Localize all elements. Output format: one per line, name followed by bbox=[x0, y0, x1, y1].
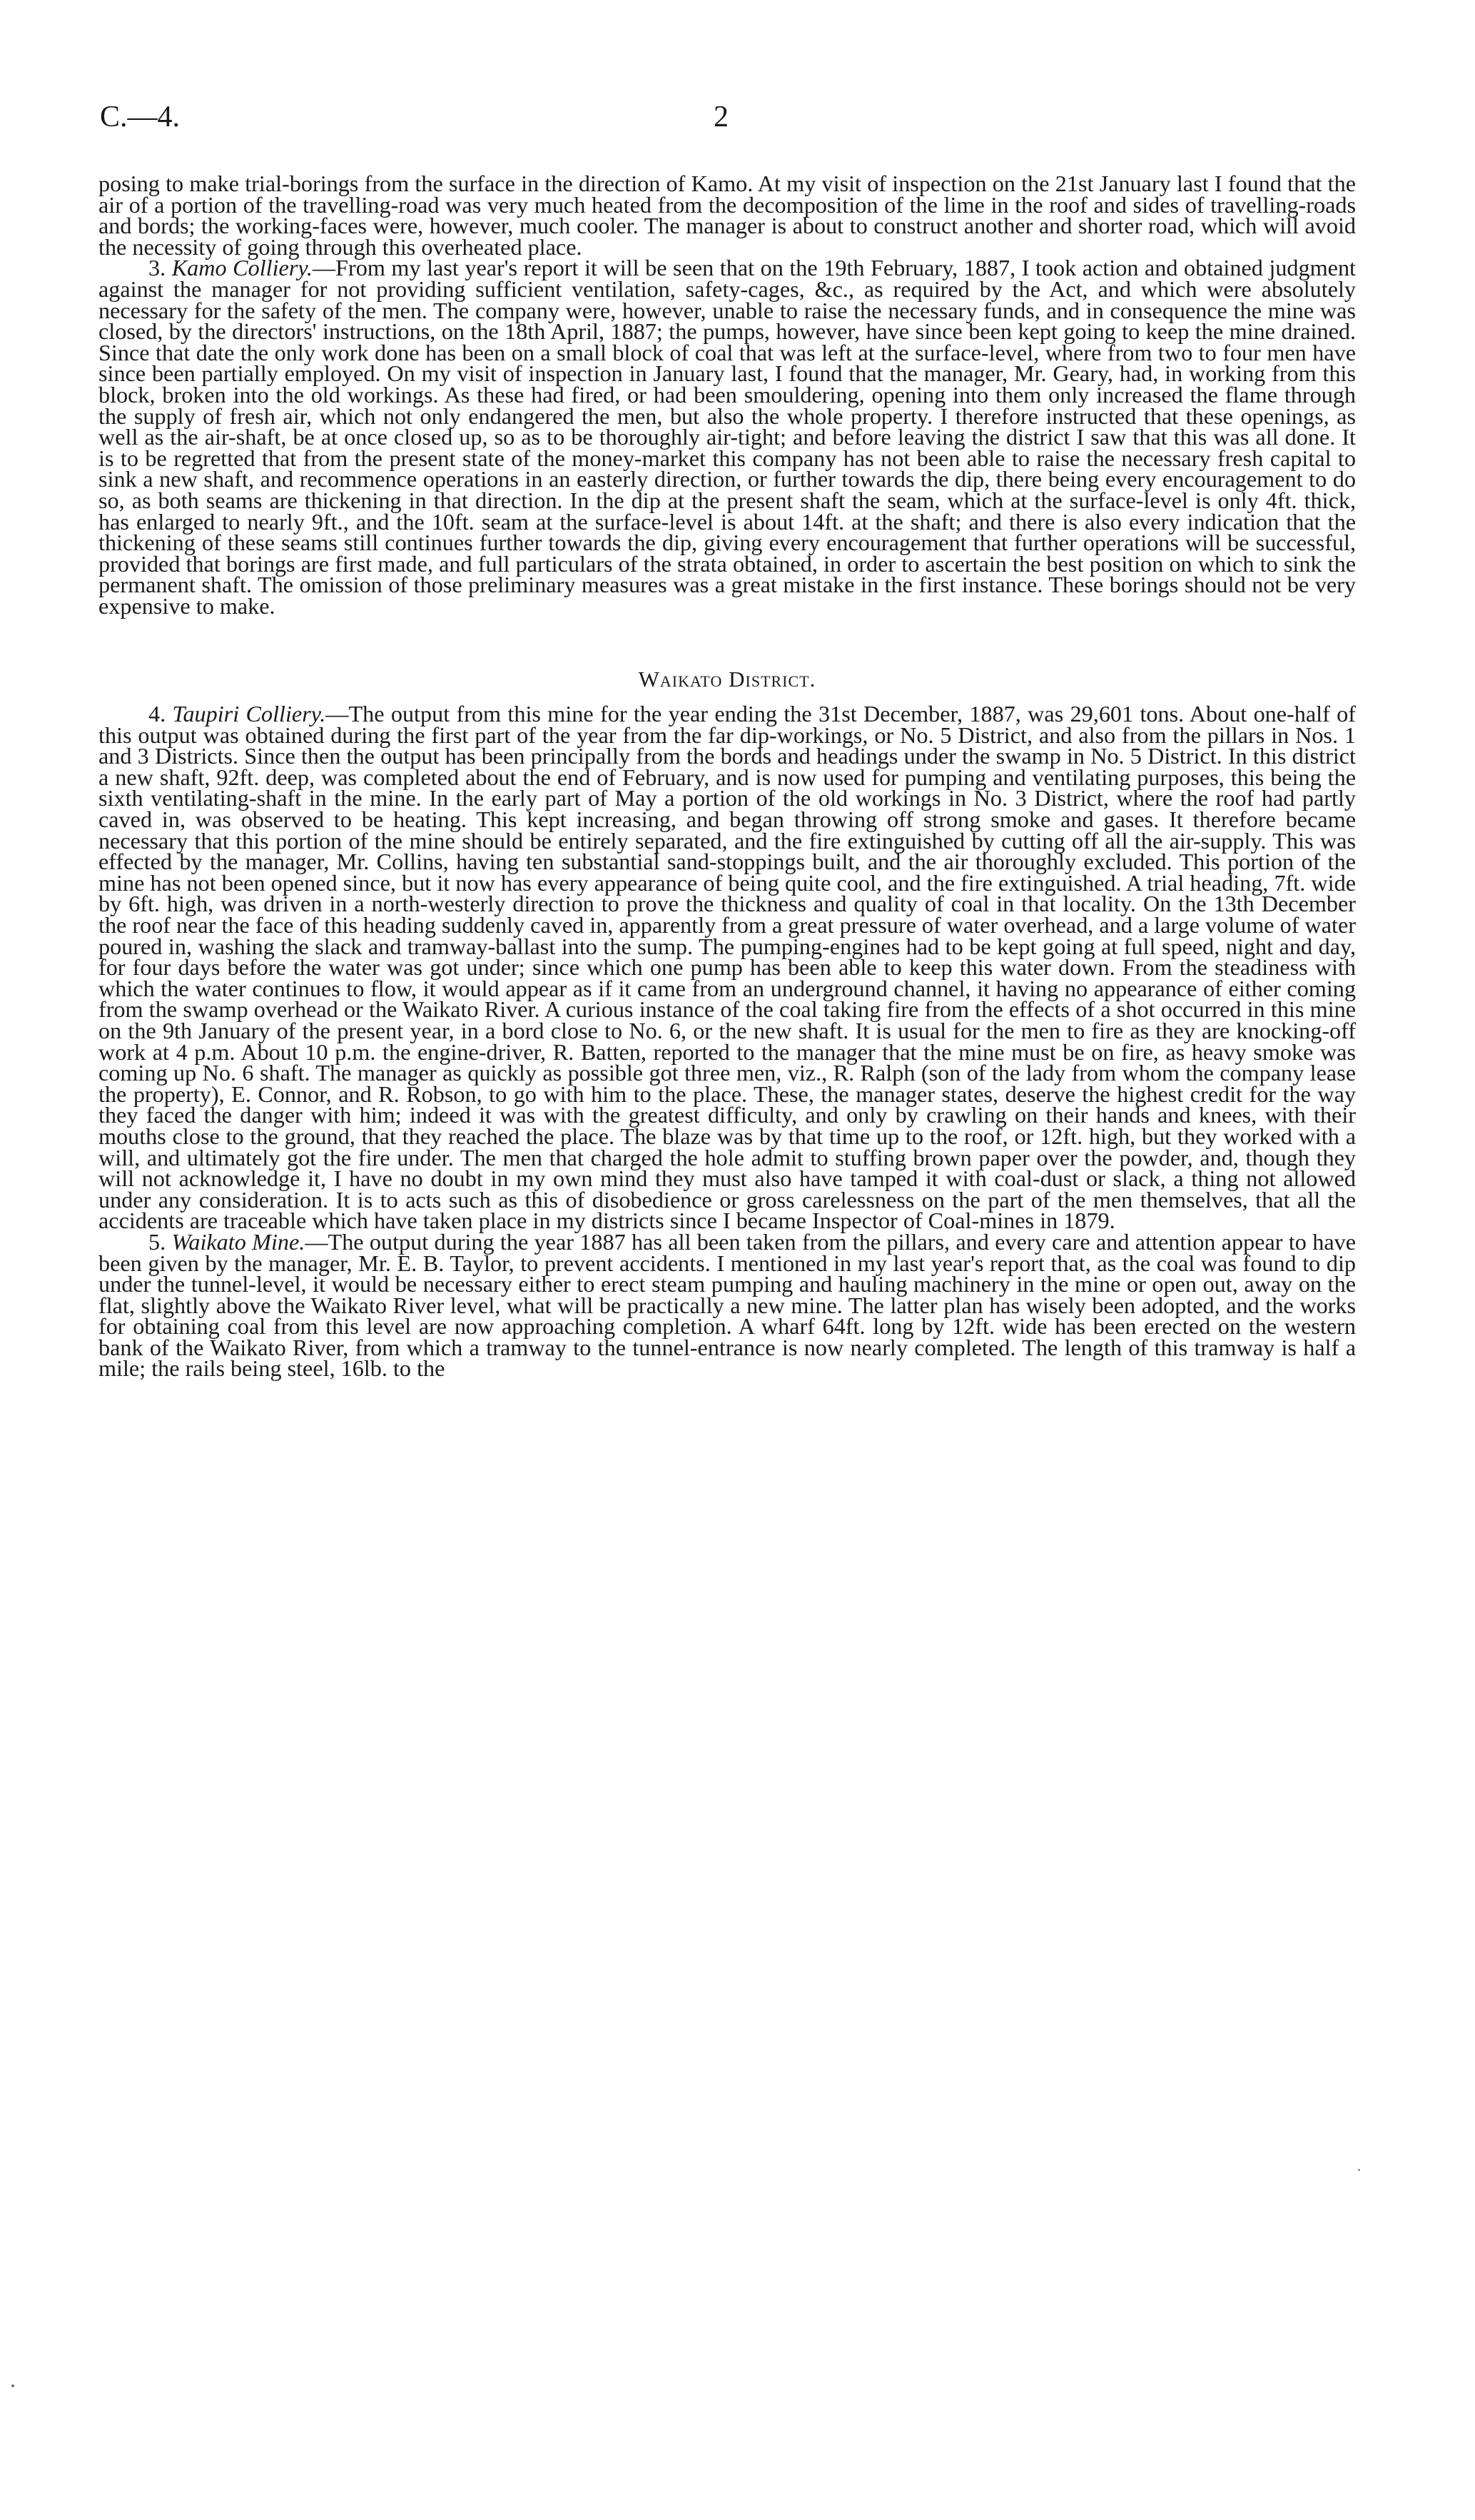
page-header bbox=[0, 100, 1475, 143]
paragraph-title: Waikato Mine. bbox=[171, 1228, 305, 1255]
document-reference: C.—4. bbox=[100, 101, 181, 133]
paragraph-title: Taupiri Colliery. bbox=[172, 701, 326, 727]
page-number: 2 bbox=[714, 101, 729, 133]
section-heading: Waikato District. bbox=[638, 667, 816, 692]
paragraph-kamo-colliery bbox=[98, 255, 1356, 619]
paragraph-taupiri-colliery bbox=[98, 701, 1356, 1234]
scan-speck bbox=[1358, 2169, 1360, 2171]
paragraph-text: —From my last year's report it will be seen that on the 19th February, 1887, I took action and obtained judgment against the manager for not providing sufficient ventilation, safety-cages, &c., as required by the Act, and which were absolutely necessary for the safety of the men. The company were, however, unable to raise the necessary funds, and in consequence the mine was closed, by the directors' instructions, on the 18th April, 1887; the pumps, however, have since been kept going to keep the mine drained. Since that date the only work done has been on a small block of coal that was left at the surface-level, where from two to four men have since been partially employed. On my visit of inspection in January last, I found that the manager, Mr. Geary, had, in working from this block, broken into the old workings. As these had fired, or had been smouldering, opening into them only increased the flame through the supply of fresh air, which not only endangered the men, but also the whole property. I therefore instructed that these openings, as well as the air-shaft, be at once closed up, so as to be thoroughly air-tight; and before leaving the district I saw that this was all done. It is to be regretted that from the present state of the money-market this company has not been able to raise the necessary fresh capital to sink a new shaft, and recommence operations in an easterly direction, or further towards the dip, there being every encouragement to do so, as both seams are thickening in that direction. In the dip at the present shaft the seam, which at the surface-level is only 4ft. thick, has enlarged to nearly 9ft., and the 10ft. seam at the surface-level is about 14ft. at the shaft; and there is also every indication that the thickening of these seams still continues further towards the dip, giving every encouragement that further operations will be successful, provided that borings are first made, and full particulars of the strata obtained, in order to ascertain the best position on which to sink the permanent shaft. The omission of those preliminary measures was a great mistake in the first instance. These borings should not be very expensive to make. bbox=[98, 255, 1356, 619]
scan-speck bbox=[11, 2384, 14, 2387]
body-text bbox=[98, 173, 1356, 1380]
paragraph-number: 5. bbox=[148, 1228, 166, 1255]
paragraph-waikato-mine bbox=[98, 1228, 1357, 1382]
paragraph-continuation: posing to make trial-borings from the surface in the direction of Kamo. At my visit of inspection on the 21st January last I found that the air of a portion of the travelling-road was very much heated from the decomposition of the lime in the roof and sides of travelling-roads and bords; the working-faces were, however, much cooler. The manager is about to construct another and shorter road, which will avoid the necessity of going through this overheated place. bbox=[98, 171, 1356, 260]
paragraph-text: —The output from this mine for the year ending the 31st December, 1887, was 29,601 tons. About one-half of this output was obtained during the first part of the year from the far dip-workings, or No. 5 District, and also from the pillars in Nos. 1 and 3 Districts. Since then the output has been principally from the bords and headings under the swamp in No. 5 District. In this district a new shaft, 92ft. deep, was completed about the end of February, and is now used for pumping and ventilating purposes, this being the sixth ventilating-shaft in the mine. In the early part of May a portion of the old workings in No. 3 District, where the roof had partly caved in, was observed to be heating. This kept increasing, and began throwing off strong smoke and gases. It therefore became necessary that this portion of the mine should be entirely separated, and the fire extinguished by cutting off all the air-supply. This was effected by the manager, Mr. Collins, having ten substantial sand-stoppings built, and the air thoroughly excluded. This portion of the mine has not been opened since, but it now has every appearance of being quite cool, and the fire extinguished. A trial heading, 7ft. wide by 6ft. high, was driven in a north-westerly direction to prove the thickness and quality of coal in that locality. On the 13th December the roof near the face of this heading suddenly caved in, apparently from a great pressure of water overhead, and a large volume of water poured in, washing the slack and tramway-ballast into the sump. The pumping-engines had to be kept going at full speed, night and day, for four days before the water was got under; since which one pump has been able to keep this water down. From the steadiness with which the water continues to flow, it would appear as if it came from an underground channel, it having no appearance of either coming from the swamp overhead or the Waikato River. A curious instance of the coal taking fire from the effects of a shot occurred in this mine on the 9th January of the present year, in a bord close to No. 6, or the new shaft. It is usual for the men to fire as they are knocking-off work at 4 p.m. About 10 p.m. the engine-driver, R. Batten, reported to the manager that the mine must be on fire, as heavy smoke was coming up No. 6 shaft. The manager as quickly as possible got three men, viz., R. Ralph (son of the lady from whom the company lease the property), E. Connor, and R. Robson, to go with him to the place. These, the manager states, deserve the highest credit for the way they faced the danger with him; indeed it was with the greatest difficulty, and only by crawling on their hands and knees, with their mouths close to the ground, that they reached the place. The blaze was by that time up to the roof, or 12ft. high, but they worked with a will, and ultimately got the fire under. The men that charged the hole admit to stuffing brown paper over the powder, and, though they will not acknowledge it, I have no doubt in my own mind they must also have tamped it with coal-dust or slack, a thing not allowed under any consideration. It is to acts such as this of disobedience or gross carelessness on the part of the men themselves, that all the accidents are traceable which have taken place in my districts since I became Inspector of Coal-mines in 1879. bbox=[98, 701, 1356, 1234]
paragraph-title: Kamo Colliery. bbox=[171, 255, 313, 281]
paragraph-text: —The output during the year 1887 has all been taken from the pillars, and every care and attention appear to have been given by the manager, Mr. E. B. Taylor, to prevent accidents. I mentioned in my last year's report that, as the coal was found to dip under the tunnel-level, it would be necessary either to erect steam pumping and hauling machinery in the mine or open out, away on the flat, slightly above the Waikato River level, what will be practically a new mine. The latter plan has wisely been adopted, and the works for obtaining coal from this level are now approaching completion. A wharf 64ft. long by 12ft. wide has been erected on the western bank of the Waikato River, from which a tramway to the tunnel-entrance is now nearly completed. The length of this tramway is half a mile; the rails being steel, 16lb. to the bbox=[98, 1228, 1357, 1382]
paragraph-number: 3. bbox=[148, 255, 166, 281]
paragraph-number: 4. bbox=[148, 701, 166, 727]
